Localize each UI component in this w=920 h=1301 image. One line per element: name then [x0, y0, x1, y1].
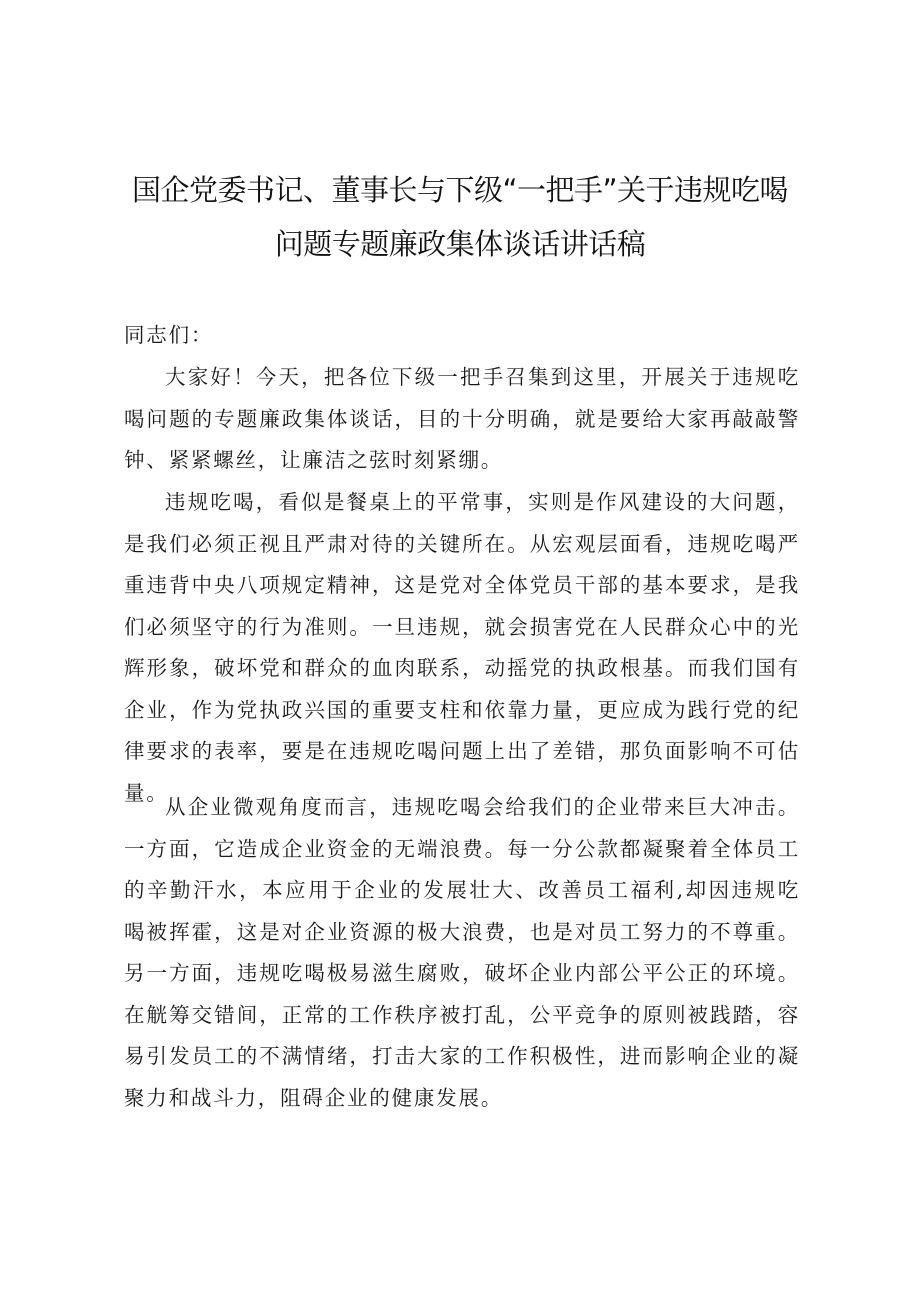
salutation: 同志们：	[124, 323, 214, 347]
document-title-line-2: 问题专题廉政集体谈话讲话稿	[274, 227, 646, 261]
document-title-line-1: 国企党委书记、董事长与下级“一把手”关于违规吃喝	[131, 173, 789, 207]
paragraph-2: 违规吃喝，看似是餐桌上的平常事，实则是作风建设的大问题，是我们必须正视且严肃对待的关键所在。从宏观层面看，违规吃喝严重违背中央八项规定精神，这是党对全体党员干部的基本要求，是我们必须坚守的行为准则。一旦违规，就会损害党在人民群众心中的光辉形象，破坏党和群众的血肉联系，动摇党的执政根基。而我们国有企业，作为党执政兴国的重要支柱和依靠力量，更应成为践行党的纪律要求的表率，要是在违规吃喝问题上出了差错，那负面影响不可估量。	[124, 490, 800, 805]
paragraph-1: 大家好！今天，把各位下级一把手召集到这里，开展关于违规吃喝问题的专题廉政集体谈话，目的十分明确，就是要给大家再敲敲警钟、紧紧螺丝，让廉洁之弦时刻紧绷。	[124, 365, 800, 472]
paragraph-3: 从企业微观角度而言，违规吃喝会给我们的企业带来巨大冲击。一方面，它造成企业资金的无端浪费。每一分公款都凝聚着全体员工的辛勤汗水，本应用于企业的发展壮大、改善员工福利,却因违规吃喝被挥霍，这是对企业资源的极大浪费，也是对员工努力的不尊重。另一方面，违规吃喝极易滋生腐败，破坏企业内部公平公正的环境。在觥筹交错间，正常的工作秩序被打乱，公平竞争的原则被践踏，容易引发员工的不满情绪，打击大家的工作积极性，进而影响企业的凝聚力和战斗力，阻碍企业的健康发展。	[124, 795, 800, 1110]
